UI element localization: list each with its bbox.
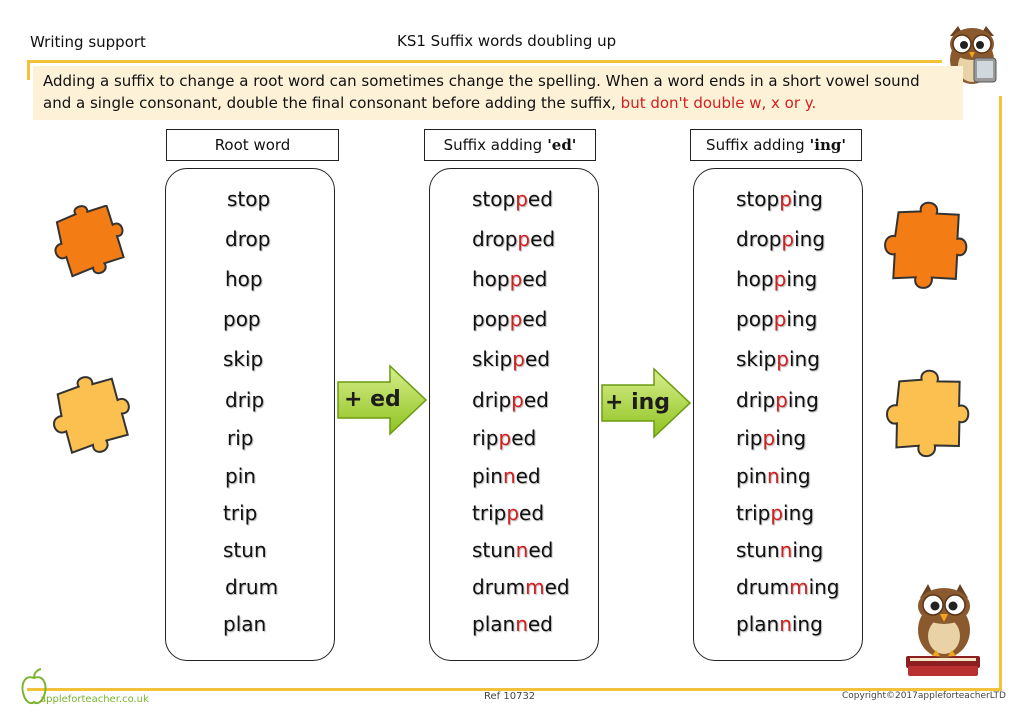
ed-word-doubled-letter: n [515, 612, 528, 636]
ed-word-doubled-letter: p [517, 227, 531, 251]
ing-word-suffix: ing [791, 612, 823, 636]
root-word: rip [227, 426, 254, 450]
header-left: Writing support [30, 33, 146, 51]
ing-word-suffix: ing [788, 347, 820, 371]
ed-arrow-label: + ed [344, 387, 401, 412]
puzzle-piece-icon [880, 201, 980, 297]
ing-word-stem: drum [736, 575, 790, 599]
root-word: hop [225, 267, 263, 291]
root-word: trip [223, 501, 258, 525]
ing-word-stem: stun [736, 538, 780, 562]
footer-copyright: Copyright©2017appleforteacherLTD [842, 691, 1006, 701]
ed-word [472, 388, 549, 412]
ing-word-doubled-letter: p [773, 267, 787, 291]
ing-word-doubled-letter: p [779, 187, 792, 211]
ed-word [472, 464, 541, 488]
ing-word-stem: drop [736, 227, 782, 251]
ed-word [472, 612, 553, 636]
owl-on-books-icon [900, 578, 990, 680]
suffix-ed-header-suffix: 'ed' [547, 136, 577, 154]
ing-word-suffix: ing [792, 538, 824, 562]
ed-word-stem: trip [472, 501, 507, 525]
ed-word-doubled-letter: p [511, 388, 524, 412]
ed-word [472, 267, 547, 291]
ing-word-doubled-letter: p [773, 307, 787, 331]
ing-word-stem: hop [736, 267, 774, 291]
ing-word [736, 347, 820, 371]
ed-word-stem: stop [472, 187, 516, 211]
ing-word-stem: trip [736, 501, 771, 525]
ing-word-suffix: ing [775, 426, 807, 450]
intro-text [33, 66, 963, 120]
root-word: pop [223, 307, 261, 331]
intro-line-1: Adding a suffix to change a root word can sometimes change the spelling. When a word ends in a short vowel sound [43, 72, 920, 90]
ed-word [472, 227, 555, 251]
root-word: plan [223, 612, 267, 636]
ed-word [472, 347, 550, 371]
ing-word-doubled-letter: m [789, 575, 809, 599]
ing-word-suffix: ing [787, 388, 819, 412]
ing-arrow-label: + ing [605, 390, 671, 415]
frame-top-rule [27, 60, 942, 63]
ing-word-stem: plan [736, 612, 780, 636]
ing-word [736, 187, 823, 211]
ed-word-doubled-letter: n [502, 464, 516, 488]
root-word: stop [227, 187, 271, 211]
root-word-header-label: Root word [214, 136, 291, 154]
suffix-ed-header [424, 129, 596, 161]
ed-word [472, 501, 544, 525]
frame-right-rule [999, 96, 1002, 690]
ing-word-suffix: ing [791, 187, 823, 211]
ed-word-suffix: ed [515, 464, 541, 488]
ing-word-suffix: ing [783, 501, 814, 525]
ing-word-doubled-letter: p [762, 426, 776, 450]
footer-logo-text: appleforteacher.co.uk [40, 694, 149, 705]
ed-word-stem: drum [472, 575, 526, 599]
ed-word-suffix: ed [519, 501, 545, 525]
ed-word [472, 187, 553, 211]
ed-word-suffix: ed [522, 267, 548, 291]
ed-word-suffix: ed [523, 388, 549, 412]
ing-word [736, 538, 823, 562]
ing-word-suffix: ing [794, 227, 826, 251]
root-word: drip [225, 388, 265, 412]
suffix-ing-header [690, 129, 862, 161]
ing-word [736, 612, 823, 636]
ing-word-list [693, 168, 863, 661]
ed-word-stem: drip [472, 388, 512, 412]
ed-word-stem: stun [472, 538, 516, 562]
ing-word-doubled-letter: p [775, 388, 788, 412]
root-word: pin [225, 464, 256, 488]
root-word: drum [225, 575, 279, 599]
ing-word-doubled-letter: p [781, 227, 795, 251]
ed-word [472, 538, 553, 562]
root-word-header [166, 129, 339, 161]
ing-word-stem: drip [736, 388, 776, 412]
ed-word-suffix: ed [528, 538, 554, 562]
ed-word [472, 575, 570, 599]
root-word-list [165, 168, 335, 661]
intro-line-2-warning: but don't double w, x or y. [615, 94, 817, 112]
ing-word-doubled-letter: p [770, 501, 784, 525]
footer-ref: Ref 10732 [484, 691, 536, 702]
ing-word-doubled-letter: n [766, 464, 780, 488]
suffix-ing-header-suffix: 'ing' [809, 136, 846, 154]
root-word: drop [225, 227, 271, 251]
intro-line-2 [43, 92, 953, 114]
ed-word-suffix: ed [511, 426, 537, 450]
ing-word-doubled-letter: p [776, 347, 789, 371]
ed-word-stem: pin [472, 464, 503, 488]
ing-word [736, 464, 811, 488]
ing-word-suffix: ing [786, 267, 818, 291]
puzzle-piece-icon [44, 205, 144, 281]
page-title: KS1 Suffix words doubling up [397, 32, 617, 50]
ed-word-list [429, 168, 599, 661]
ing-word-stem: skip [736, 347, 777, 371]
ing-word-suffix: ing [786, 307, 818, 331]
ed-word-suffix: ed [527, 187, 553, 211]
ed-word-doubled-letter: p [509, 307, 523, 331]
ing-word [736, 267, 817, 291]
root-word: skip [223, 347, 264, 371]
root-word: stun [223, 538, 267, 562]
ed-word-suffix: ed [530, 227, 556, 251]
ing-word-doubled-letter: n [779, 538, 793, 562]
ed-word-doubled-letter: p [512, 347, 525, 371]
ed-word-doubled-letter: n [515, 538, 529, 562]
ing-word [736, 575, 840, 599]
ed-word-suffix: ed [522, 307, 548, 331]
ed-word [472, 307, 547, 331]
ed-word-stem: pop [472, 307, 510, 331]
ed-word [472, 426, 536, 450]
ed-word-suffix: ed [527, 612, 553, 636]
ing-word [736, 227, 825, 251]
ed-word-stem: hop [472, 267, 510, 291]
frame-left-rule [27, 60, 30, 80]
ing-word [736, 307, 817, 331]
ing-word-stem: rip [736, 426, 763, 450]
ing-word-suffix: ing [779, 464, 811, 488]
suffix-ed-header-label: Suffix adding [443, 136, 543, 154]
ed-word-suffix: ed [524, 347, 550, 371]
ing-word-stem: pin [736, 464, 767, 488]
ed-word-doubled-letter: p [498, 426, 512, 450]
ed-word-doubled-letter: p [509, 267, 523, 291]
ed-word-stem: drop [472, 227, 518, 251]
ing-word-stem: stop [736, 187, 780, 211]
ing-word [736, 426, 806, 450]
ing-word-suffix: ing [808, 575, 840, 599]
intro-line-2-plain: and a single consonant, double the final consonant before adding the suffix, [43, 94, 616, 112]
ed-word-stem: skip [472, 347, 513, 371]
ed-word-stem: rip [472, 426, 499, 450]
ing-word [736, 501, 814, 525]
suffix-ing-header-label: Suffix adding [706, 136, 805, 154]
ing-word-doubled-letter: n [779, 612, 792, 636]
ed-word-suffix: ed [544, 575, 570, 599]
ing-word-stem: pop [736, 307, 774, 331]
ed-word-doubled-letter: m [525, 575, 545, 599]
puzzle-piece-icon [46, 374, 146, 460]
ed-word-doubled-letter: p [506, 501, 520, 525]
puzzle-piece-icon [882, 369, 982, 465]
ed-word-stem: plan [472, 612, 516, 636]
ing-word [736, 388, 819, 412]
ed-word-doubled-letter: p [515, 187, 528, 211]
